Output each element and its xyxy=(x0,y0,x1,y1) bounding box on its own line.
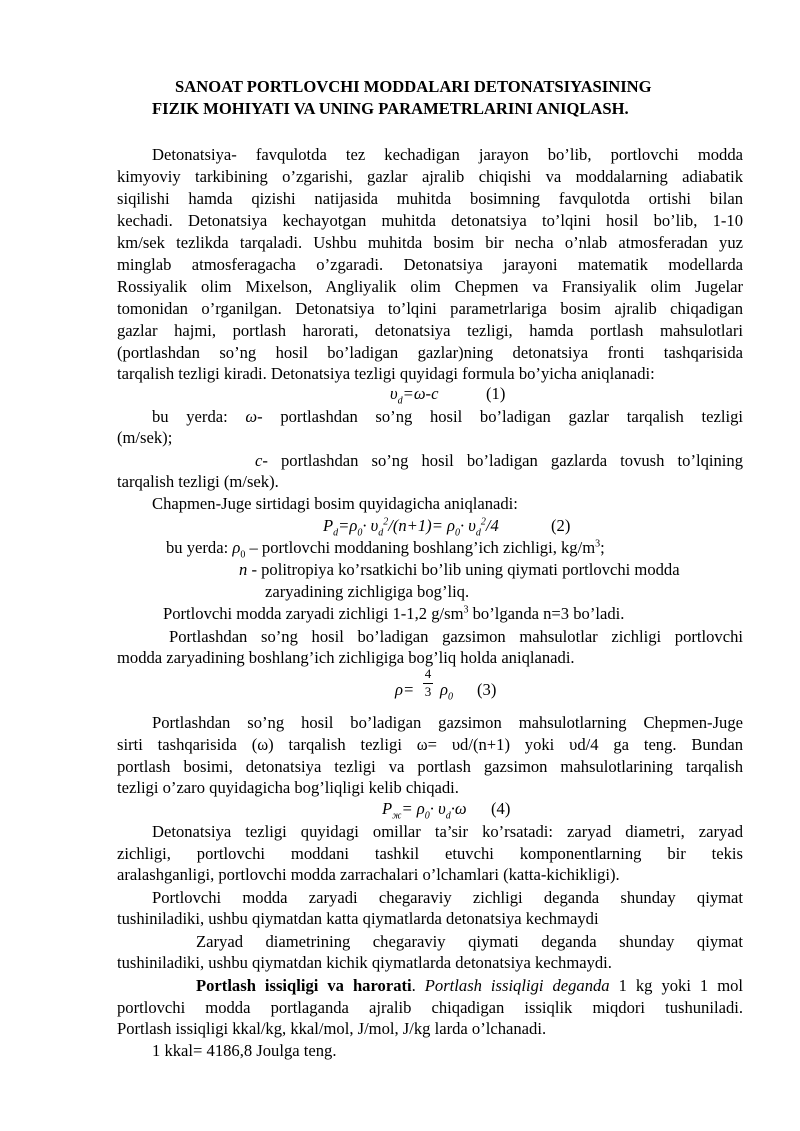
paragraph-7-line-2: portlovchi modda portlaganda ajralib chiqadigan issiqlik miqdori tushuniladi. xyxy=(117,998,743,1017)
formula-2-sub: d xyxy=(333,527,339,539)
formula-2-part: =ρ xyxy=(338,516,358,535)
paragraph-3-line: sirti tashqarisida (ω) tarqalish tezligi ω= υd/(n+1) yoki υd/4 ga teng. Bundan xyxy=(117,735,743,754)
formula-2-part: /4 xyxy=(485,516,499,535)
charge-density-a: Portlovchi modda zaryadi zichligi 1-1,2 g/sm xyxy=(163,604,464,623)
title-line-1: SANOAT PORTLOVCHI MODDALARI DETONATSIYASINING xyxy=(175,77,652,96)
paragraph-6-line: tushiniladiki, ushbu qiymatdan kichik qiymatlarda detonatsiya kechmaydi. xyxy=(117,953,612,972)
paragraph-1-line: tarqalish tezligi kiradi. Detonatsiya tezligi quyidagi formula bo’yicha aniqlanadi: xyxy=(117,364,655,383)
where-2-d: - politropiya ko’rsatkichi bo’lib uning qiymati portlovchi modda xyxy=(247,560,680,579)
formula-2-sub: d xyxy=(475,527,481,539)
formula-4-part: = ρ xyxy=(401,799,425,818)
formula-4-part: · υ xyxy=(429,799,446,818)
paragraph-3-line: Portlashdan so’ng hosil bo’ladigan gazsimon mahsulotlarning Chepmen-Juge xyxy=(152,713,743,732)
p7-dot: . xyxy=(411,976,425,995)
where-1-line xyxy=(152,406,743,428)
title-line-2: FIZIK MOHIYATI VA UNING PARAMETRLARINI ANIQLASH. xyxy=(152,99,629,118)
paragraph-6-line: Zaryad diametrining chegaraviy qiymati deganda shunday qiymat xyxy=(196,932,743,951)
formula-1 xyxy=(390,384,439,407)
where-2-a: bu yerda: xyxy=(166,538,233,557)
formula-4-sub: ж xyxy=(392,810,402,822)
charge-density-sup: 3 xyxy=(463,604,469,616)
paragraph-1-line: Rossiyalik olim Mixelson, Angliyalik olim Chepmen va Fransiyalik olim Jugelar xyxy=(117,277,743,296)
c-symbol: c xyxy=(255,451,263,470)
where-1-c-text: - portlashdan so’ng hosil bo’ladigan gazlarda tovush to’lqining xyxy=(262,451,743,470)
paragraph-1-line: kimyoviy tarkibining o’zgarishi, gazlar ajralib chiqishi va moddalarning adiabatik xyxy=(117,167,743,186)
formula-2-sup: 2 xyxy=(383,516,389,528)
formula-1-lhs: υ xyxy=(390,384,398,403)
rho-sub: 0 xyxy=(240,549,246,561)
formula-3-fraction-denominator: 3 xyxy=(424,684,432,699)
chapmen-intro: Chapmen-Juge sirtidagi bosim quyidagicha aniqlanadi: xyxy=(152,494,518,513)
formula-2 xyxy=(323,516,499,539)
formula-2-sub: 0 xyxy=(455,527,460,539)
formula-3-rhs xyxy=(440,680,453,703)
formula-4-sub: 0 xyxy=(424,810,430,822)
formula-3-rho: ρ xyxy=(440,680,448,699)
formula-3-sub: 0 xyxy=(447,691,453,703)
formula-2-part: · υ xyxy=(460,516,476,535)
where-2-sup: 3 xyxy=(595,538,601,550)
paragraph-1-line: kechadi. Detonatsiya kechayotgan muhitda detonatsiya to’lqini hosil bo’lib, 1-10 xyxy=(117,211,743,230)
where-2-line-2 xyxy=(239,560,680,580)
formula-2-sub: 0 xyxy=(357,527,363,539)
formula-1-number: (1) xyxy=(486,384,506,403)
formula-2-part: /(n+1)= ρ xyxy=(388,516,455,535)
paragraph-1-line: gazlar hajmi, portlash harorati, detonatsiya tezligi, hamda portlash mahsulotlari xyxy=(117,321,743,340)
where-1-b: - portlashdan so’ng hosil bo’ladigan gazlar tarqalish tezligi xyxy=(257,407,743,426)
charge-density-line xyxy=(163,604,624,624)
formula-4-p: P xyxy=(382,799,393,818)
paragraph-1-line: minglab atmosferagacha o’zgaradi. Detonatsiya jarayoni matematik modellarda xyxy=(117,255,743,274)
p7-definition-term: Portlash issiqligi deganda xyxy=(424,976,610,995)
where-2-c: ; xyxy=(600,538,605,557)
paragraph-1-line: km/sek tezlikda tarqaladi. Ushbu muhitda bosim bir necha o’nlab atmosferadan yuz xyxy=(117,233,743,252)
paragraph-2-line: modda zaryadining boshlang’ich zichligiga bog’liq holda aniqlanadi. xyxy=(117,648,575,667)
paragraph-7-line-3: Portlash issiqligi kkal/kg, kkal/mol, J/mol, J/kg larda o’lchanadi. xyxy=(117,1019,547,1038)
paragraph-7-line-1 xyxy=(196,975,743,997)
charge-density-b: bo’lganda n=3 bo’ladi. xyxy=(468,604,625,623)
where-1-line-4: tarqalish tezligi (m/sek). xyxy=(117,472,279,491)
paragraph-4-line: aralashganligi, portlovchi modda zarrachalari o’lchamlari (katta-kichikligi). xyxy=(117,865,620,884)
paragraph-2-line: Portlashdan so’ng hosil bo’ladigan gazsimon mahsulotlar zichligi portlovchi xyxy=(169,627,743,646)
paragraph-1-line: Detonatsiya- favqulotda tez kechadigan jarayon bo’lib, portlovchi modda xyxy=(152,145,743,164)
paragraph-8: 1 kkal= 4186,8 Joulga teng. xyxy=(152,1041,337,1060)
where-2-line-1 xyxy=(166,538,605,561)
formula-4-part: ·ω xyxy=(450,799,467,818)
formula-4 xyxy=(382,799,467,822)
n-symbol: n xyxy=(239,560,248,579)
rho-symbol: ρ xyxy=(232,538,241,557)
where-2-line-3: zaryadining zichligiga bog’liq. xyxy=(265,582,470,601)
where-1-line-3 xyxy=(255,450,743,472)
paragraph-1-line: (portlashdan so’ng hosil bo’ladigan gazlar)ning detonatsiya fronti tashqarisida xyxy=(117,343,743,362)
formula-1-sub: d xyxy=(397,395,403,407)
formula-4-number: (4) xyxy=(491,799,511,818)
formula-3-fraction-numerator: 4 xyxy=(424,666,432,681)
paragraph-1-line: siqilishi hamda qizishi natijasida muhitda bosimning favqulotda ortishi bilan xyxy=(117,189,743,208)
formula-4-sub: d xyxy=(445,810,451,822)
p7-rest: 1 kg yoki 1 mol xyxy=(609,976,743,995)
section-heading-portlash-issiqligi: Portlash issiqligi va harorati xyxy=(196,976,412,995)
paragraph-3-line: portlash bosimi, detonatsiya tezligi va portlash gazsimon mahsulotlarining tarqalish xyxy=(117,757,743,776)
omega-symbol: ω xyxy=(245,407,258,426)
formula-3-lhs: ρ= xyxy=(395,680,415,699)
paragraph-4-line: Detonatsiya tezligi quyidagi omillar ta’sir ko’rsatadi: zaryad diametri, zaryad xyxy=(152,822,743,841)
paragraph-3-line: tezligi o’zaro quyidagicha bog’liqligi kelib chiqadi. xyxy=(117,778,459,797)
paragraph-1-line: tomonidan o’rganilgan. Detonatsiya to’lqini parametrlariga bosim ajralib chiqadigan xyxy=(117,299,743,318)
formula-3-number: (3) xyxy=(477,680,497,699)
where-2-b: – portlovchi moddaning boshlang’ich zichligi, kg/m xyxy=(245,538,596,557)
where-1-a: bu yerda: xyxy=(152,407,246,426)
formula-2-part: · υ xyxy=(362,516,379,535)
formula-1-rhs: =ω-c xyxy=(402,384,439,403)
paragraph-5-line: tushiniladiki, ushbu qiymatdan katta qiymatlarda detonatsiya kechmaydi xyxy=(117,909,599,928)
formula-2-number: (2) xyxy=(551,516,571,535)
paragraph-5-line: Portlovchi modda zaryadi chegaraviy zichligi deganda shunday qiymat xyxy=(152,888,743,907)
paragraph-4-line: zichligi, portlovchi moddani tashkil etuvchi komponentlarning bir tekis xyxy=(117,844,743,863)
where-1-line-2: (m/sek); xyxy=(117,428,173,447)
formula-2-sup: 2 xyxy=(480,516,486,528)
formula-2-sub: d xyxy=(378,527,384,539)
formula-2-p: P xyxy=(323,516,334,535)
